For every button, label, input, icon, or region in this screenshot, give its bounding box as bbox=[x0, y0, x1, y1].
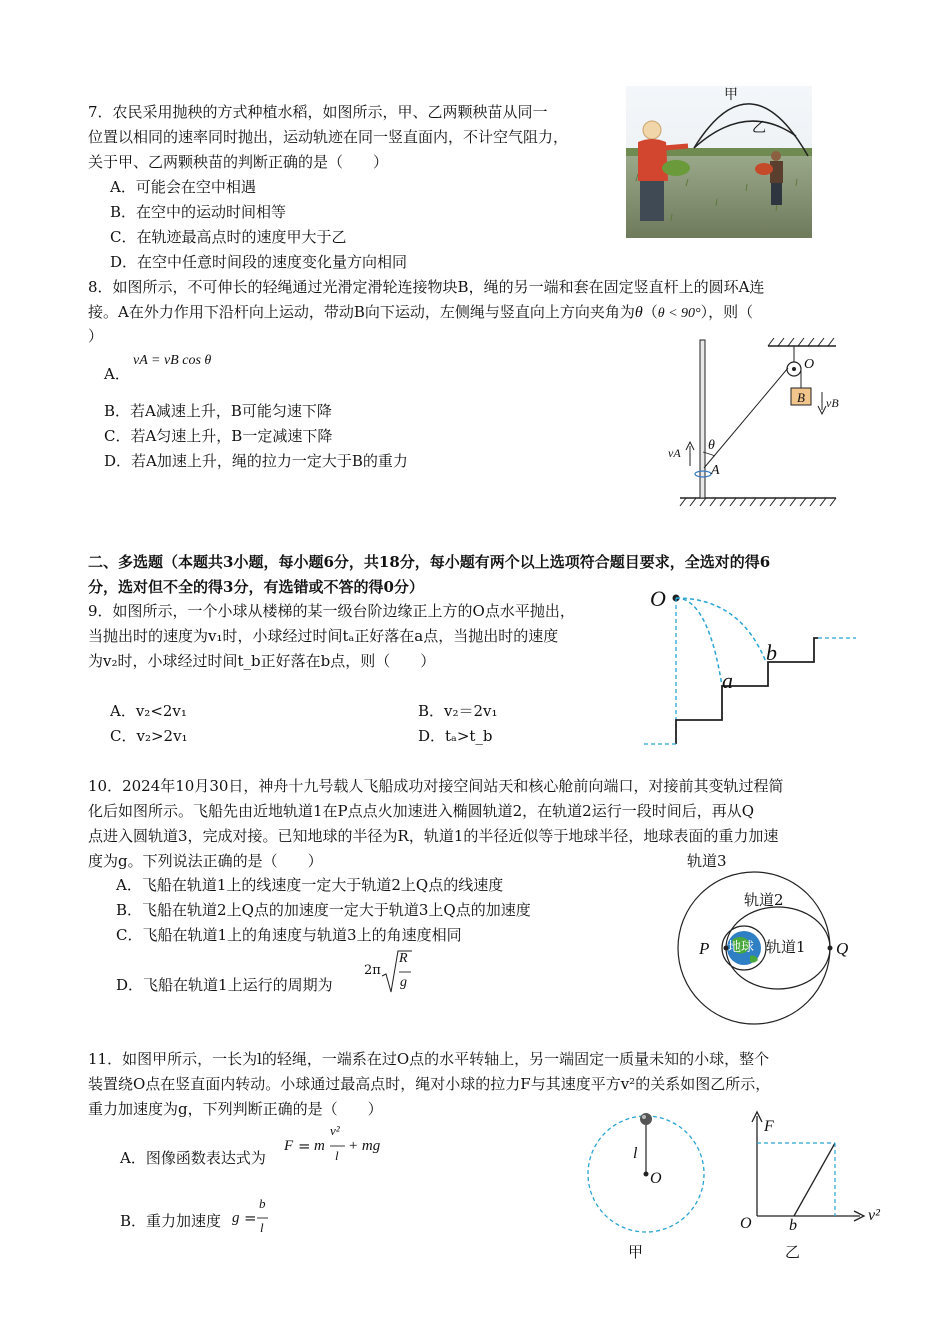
q8-option-a[interactable] bbox=[104, 363, 130, 385]
q10-option-d[interactable]: D．飞船在轨道1上运行的周期为 bbox=[116, 976, 333, 994]
q10-option-c[interactable]: C．飞船在轨道1上的角速度与轨道3上的角速度相同 bbox=[116, 926, 462, 944]
q11-option-a-formula-num: v² bbox=[330, 1123, 340, 1138]
q9-label-o: O bbox=[650, 586, 666, 611]
q8-stem-line-2 bbox=[88, 301, 753, 325]
q11-option-a-formula-m: m bbox=[314, 1138, 325, 1154]
q10-label-q: Q bbox=[836, 939, 849, 958]
q8-stem-line-2b: （ bbox=[642, 303, 658, 321]
q11-stem-line-3: 重力加速度为g，下列判断正确的是（ ） bbox=[88, 1100, 383, 1118]
q7-option-d[interactable]: D．在空中任意时间段的速度变化量方向相同 bbox=[110, 253, 408, 271]
section-2-heading-line-2: 分，选对但不全的得3分，有选错或不答的得0分） bbox=[88, 578, 424, 596]
q11-option-a[interactable]: A．图像函数表达式为 bbox=[120, 1149, 266, 1167]
q11-option-a-formula-eq: = bbox=[298, 1137, 311, 1155]
q10-option-d-formula-den: g bbox=[400, 975, 407, 990]
q7-figure-label-jia: 甲 bbox=[724, 87, 738, 103]
q9-stem-line-2: 当抛出时的速度为v₁时，小球经过时间tₐ正好落在a点，当抛出时的速度 bbox=[88, 627, 559, 645]
q11-fig-label-jia: 甲 bbox=[628, 1243, 644, 1261]
q10-label-orbit-2: 轨道2 bbox=[744, 891, 784, 909]
q11-fig-label-v2: v² bbox=[868, 1207, 880, 1224]
q8-label-a: A bbox=[711, 463, 720, 478]
q8-option-a-formula: vA = vB cos θ bbox=[133, 353, 212, 368]
q10-stem-line-2: 化后如图所示。飞船先由近地轨道1在P点点火加速进入椭圆轨道2，在轨道2运行一段时间后，再从Q bbox=[88, 802, 755, 820]
q10-label-p: P bbox=[699, 939, 710, 958]
q11-stem-line-1: 11．如图甲所示，一长为l的轻绳，一端系在过O点的水平转轴上，另一端固定一质量未知的小球，整个 bbox=[88, 1050, 770, 1068]
q10-option-d-formula-coef: 2π bbox=[364, 963, 381, 978]
q10-option-b[interactable]: B．飞船在轨道2上Q点的加速度一定大于轨道3上Q点的加速度 bbox=[116, 901, 531, 919]
q11-option-b-formula-den: l bbox=[260, 1220, 264, 1235]
q7-rice-field-photo bbox=[626, 86, 812, 238]
q11-option-a-formula-den: l bbox=[335, 1148, 339, 1163]
q9-stem-line-3: 为v₂时，小球经过时间t_b正好落在b点，则（ ） bbox=[88, 652, 436, 670]
q8-label-theta: θ bbox=[708, 438, 715, 453]
q11-figure-jia bbox=[584, 1110, 714, 1245]
q11-option-b[interactable]: B．重力加速度 bbox=[120, 1212, 222, 1230]
q11-fig-label-o2: O bbox=[740, 1215, 752, 1232]
q11-fig-label-b: b bbox=[789, 1217, 797, 1234]
q8-stem-line-1: 8．如图所示，不可伸长的轻绳通过光滑定滑轮连接物块B，绳的另一端和套在固定竖直杆上的圆环A连 bbox=[88, 278, 765, 296]
q7-option-a[interactable]: A．可能会在空中相遇 bbox=[110, 178, 256, 196]
q10-stem-line-1: 10．2024年10月30日，神舟十九号载人飞船成功对接空间站天和核心舱前向端口，对接前其变轨过程简 bbox=[88, 777, 784, 795]
q11-option-a-formula-f: F bbox=[284, 1138, 294, 1154]
q10-option-a[interactable]: A．飞船在轨道1上的线速度一定大于轨道2上Q点的线速度 bbox=[116, 876, 504, 894]
q8-stem-line-3: ） bbox=[88, 327, 104, 345]
q10-option-d-sqrt bbox=[381, 948, 413, 996]
q8-theta: θ bbox=[634, 304, 643, 321]
q9-stairs-diagram bbox=[640, 588, 860, 753]
q11-option-a-formula-plus: + mg bbox=[348, 1138, 381, 1154]
q11-figure-yi bbox=[740, 1110, 880, 1235]
q11-option-b-formula-eq: = bbox=[244, 1209, 257, 1227]
q8-option-a-label: A． bbox=[104, 365, 130, 383]
q8-option-d[interactable]: D．若A加速上升，绳的拉力一定大于B的重力 bbox=[104, 452, 408, 470]
q7-figure-label-yi: 乙 bbox=[752, 120, 766, 136]
q10-stem-line-3: 点进入圆轨道3，完成对接。已知地球的半径为R，轨道1的半径近似等于地球半径，地球表面的重力加速 bbox=[88, 827, 779, 845]
q7-option-c[interactable]: C．在轨迹最高点时的速度甲大于乙 bbox=[110, 228, 347, 246]
q8-label-o: O bbox=[804, 357, 815, 372]
q8-label-vb: vB bbox=[826, 396, 839, 410]
q8-label-b: B bbox=[797, 390, 805, 405]
q9-stem-line-1: 9．如图所示，一个小球从楼梯的某一级台阶边缘正上方的O点水平抛出， bbox=[88, 602, 575, 620]
q9-label-a: a bbox=[722, 668, 733, 693]
section-2-heading-line-1: 二、多选题（本题共3小题，每小题6分，共18分，每小题有两个以上选项符合题目要求，全选对的得6 bbox=[88, 553, 771, 571]
q9-option-a[interactable]: A．v₂<2v₁ bbox=[110, 702, 187, 720]
q11-fig-label-f: F bbox=[764, 1118, 774, 1135]
q8-option-b[interactable]: B．若A减速上升，B可能匀速下降 bbox=[104, 402, 332, 420]
q8-stem-line-2c: ），则（ bbox=[700, 303, 754, 321]
q11-option-b-formula-num: b bbox=[259, 1196, 266, 1211]
q11-stem-line-2: 装置绕O点在竖直面内转动。小球通过最高点时，绳对小球的拉力F与其速度平方v²的关系如图乙所示， bbox=[88, 1075, 771, 1093]
q9-option-d[interactable]: D．tₐ>t_b bbox=[418, 727, 493, 745]
q8-theta-condition: θ < 90° bbox=[657, 306, 701, 321]
q9-option-c[interactable]: C．v₂>2v₁ bbox=[110, 727, 188, 745]
q8-option-c[interactable]: C．若A匀速上升，B一定减速下降 bbox=[104, 427, 333, 445]
q7-stem-line-1: 7．农民采用抛秧的方式种植水稻，如图所示，甲、乙两颗秧苗从同一 bbox=[88, 103, 548, 121]
q11-fig-label-o1: O bbox=[650, 1170, 662, 1187]
q10-label-orbit-3: 轨道3 bbox=[687, 852, 727, 870]
q10-option-d-formula-num: R bbox=[399, 951, 408, 966]
q8-stem-line-2a: 接。A在外力作用下沿杆向上运动，带动B向下运动，左侧绳与竖直向上方向夹角为 bbox=[88, 303, 635, 321]
q9-label-b: b bbox=[766, 640, 777, 665]
q11-fig-label-yi: 乙 bbox=[785, 1243, 801, 1261]
q10-label-orbit-1: 轨道1 bbox=[766, 938, 806, 956]
q11-option-b-formula-g: g bbox=[232, 1210, 240, 1226]
q7-stem-line-2: 位置以相同的速率同时抛出，运动轨迹在同一竖直面内，不计空气阻力， bbox=[88, 128, 569, 146]
q9-option-b[interactable]: B．v₂＝2v₁ bbox=[418, 702, 498, 720]
q7-option-b[interactable]: B．在空中的运动时间相等 bbox=[110, 203, 287, 221]
q10-label-earth: 地球 bbox=[728, 940, 755, 955]
q11-fig-label-l: l bbox=[633, 1145, 638, 1162]
q7-stem-line-3: 关于甲、乙两颗秧苗的判断正确的是（ ） bbox=[88, 153, 389, 171]
q8-label-va: vA bbox=[668, 446, 681, 460]
q10-stem-line-4: 度为g。下列说法正确的是（ ） bbox=[88, 852, 323, 870]
